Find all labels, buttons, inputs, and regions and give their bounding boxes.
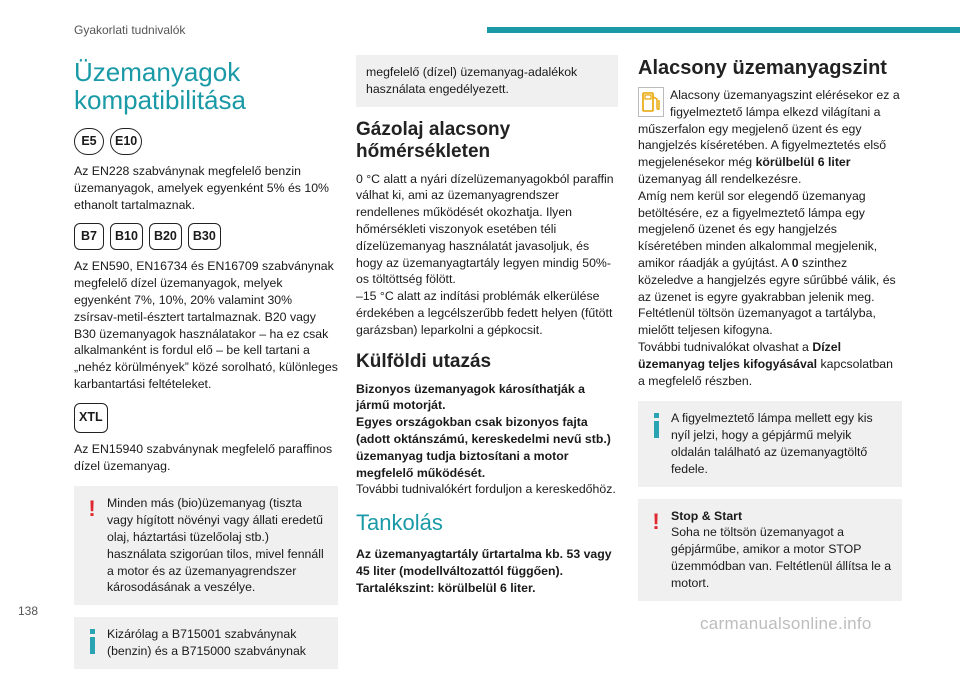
badge-b30: B30 xyxy=(188,223,221,250)
heading-low-fuel: Alacsony üzemanyagszint xyxy=(638,57,887,79)
column-2 xyxy=(356,55,618,597)
header-accent-bar xyxy=(487,27,960,33)
para-diesel: Az EN590, EN16734 és EN16709 szabványnak megfelelő dízel üzemanyagok, melyek egyenként 7%, 10%, 20% valamint 30% zsírsav-metil-észtert tartalmaznak. B20 vagy B30 üzemanyagok használatakor – ha ez csak alkalmanként is fordul elő – be kell tartani a „nehéz körülmények” közé sorolható, különleges karbantartási feltételeket. xyxy=(74,259,338,391)
badge-row-petrol xyxy=(74,128,338,155)
para-xtl: Az EN15940 szabványnak megfelelő paraffinos dízel üzemanyag. xyxy=(74,441,333,473)
warning-icon: ! xyxy=(652,508,660,534)
column-1 xyxy=(74,55,338,681)
para-low-fuel-3: Feltétlenül töltsön üzemanyagot a tartályba, mielőtt teljesen kifogyna. xyxy=(638,306,876,338)
para-low-fuel-2: Amíg nem kerül sor elegendő üzemanyag betöltésére, ez a figyelmeztető lámpa egy megjelenő üzenet és egy hangjelzés kíséretében minden alkalommal megjelenik, amikor ráadják a gyújtást. A 0 szinthez közeledve a hangjelzés egyre sűrűbbé válik, és az üzenet is egyre gyakrabban jelenik meg. xyxy=(638,188,896,304)
page-number: 138 xyxy=(18,604,39,618)
heading-abroad: Külföldi utazás xyxy=(356,350,492,372)
heading-refuelling: Tankolás xyxy=(356,510,443,536)
badge-b7: B7 xyxy=(74,223,104,250)
warning-icon: ! xyxy=(88,496,96,522)
info-box-additives xyxy=(74,617,338,669)
title-fuel-compat: Üzemanyagok kompatibilitása xyxy=(74,57,246,115)
warning-text: Minden más (bio)üzemanyag (tiszta vagy hígított növényi vagy állati eredetű olaj, háztartási tüzelőolaj stb.) használata szigorúan tilos, mivel fennáll a motor és az üzemanyagrendszer károsodásának a veszélye. xyxy=(107,496,324,595)
warning-stop-start-text: Soha ne töltsön üzemanyagot a gépjárműbe, amikor a motor STOP üzemmódban van. Feltétlenül állítsa le a motort. xyxy=(671,525,892,590)
para-low-fuel-1: Alacsony üzemanyagszint elérésekor ez a figyelmeztető lámpa elkezd világítani a műszerfalon egy megjelenő üzent és egy hangjelzés kíséretében. A figyelmeztetés első megjelenésekor még körülbelül 6 liter üzemanyag áll rendelkezésre. xyxy=(638,88,900,186)
fuel-pump-icon xyxy=(638,87,664,117)
info-continued-text: megfelelő (dízel) üzemanyag-adalékok használata engedélyezett. xyxy=(366,65,578,96)
badge-row-xtl xyxy=(74,403,338,433)
info-icon xyxy=(649,413,663,438)
section-header: Gyakorlati tudnivalók xyxy=(74,23,186,37)
para-tank-capacity: Az üzemanyagtartály űrtartalma kb. 53 vagy 45 liter (modellváltozattól függően). Tartalékszint: körülbelül 6 liter. xyxy=(356,547,612,595)
para-abroad-bold: Bizonyos üzemanyagok károsíthatják a jármű motorját. Egyes országokban csak bizonyos fajta (adott oktánszámú, kereskedelmi nevű stb.) üzemanyag tudja biztosítani a motor megfelelő működését. xyxy=(356,381,611,480)
badge-b10: B10 xyxy=(110,223,143,250)
info-text: Kizárólag a B715001 szabványnak (benzin) és a B715000 szabványnak xyxy=(107,627,306,658)
badge-xtl: XTL xyxy=(74,403,108,433)
badge-e10: E10 xyxy=(110,128,142,155)
info-box-continued xyxy=(356,55,618,107)
info-icon xyxy=(85,629,99,654)
badge-row-diesel xyxy=(74,223,338,250)
para-low-temp-1: 0 °C alatt a nyári dízelüzemanyagokból paraffin válhat ki, ami az üzemanyagrendszer rendellenes működését okozhatja. Ilyen hőmérsékleti viszonyok esetében téli dízelüzemanyag használatát javasoljuk, és hogy az üzemanyagtartály legyen mindig 50%-os töltöttség fölött. xyxy=(356,171,614,287)
warning-box-biofuel xyxy=(74,486,338,605)
warning-stop-start-title: Stop & Start xyxy=(671,508,743,523)
para-abroad: További tudnivalókért forduljon a kereskedőhöz. xyxy=(356,482,616,497)
para-petrol: Az EN228 szabványnak megfelelő benzin üzemanyagok, amelyek egyenként 5% és 10% ethanolt tartalmaznak. xyxy=(74,164,329,212)
badge-b20: B20 xyxy=(149,223,182,250)
warning-box-stop-start xyxy=(638,499,902,601)
badge-e5: E5 xyxy=(74,128,104,155)
info-filler-text: A figyelmeztető lámpa mellett egy kis nyíl jelzi, hogy a gépjármű melyik oldalán található az üzemanyagtöltő fedele. xyxy=(671,411,873,476)
para-low-temp-2: –15 °C alatt az indítási problémák elkerülése érdekében a legcélszerűbb fedett helyen (fűtött garázsban) leparkolni a gépkocsit. xyxy=(356,289,613,337)
watermark: carmanualsonline.info xyxy=(700,614,872,633)
info-box-filler-side xyxy=(638,401,902,486)
heading-low-temp: Gázolaj alacsony hőmérsékleten xyxy=(356,118,511,162)
para-low-fuel-4: További tudnivalókat olvashat a Dízel üzemanyag teljes kifogyásával kapcsolatban a megfelelő részben. xyxy=(638,339,893,388)
column-3 xyxy=(638,55,902,613)
